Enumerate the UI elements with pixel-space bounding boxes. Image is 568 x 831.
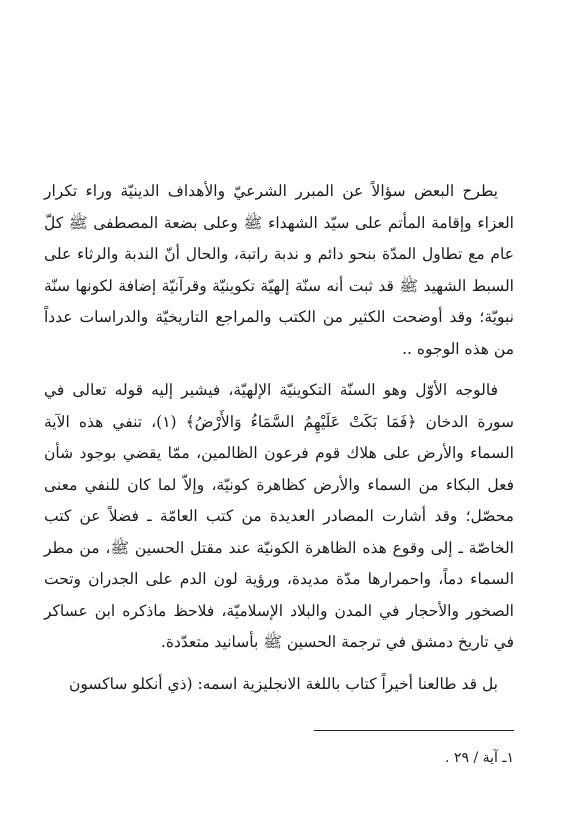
footnote: ١ـ آية / ٢٩ . <box>445 750 514 766</box>
paragraph-3: بل قد طالعنا أخيراً كتاب باللغة الانجليزية اسمه: (ذي أنكلو ساكسون <box>69 674 498 693</box>
paragraph-1: يطرح البعض سؤالاً عن المبرر الشرعيّ والأهداف الدينيّة وراء تكرار العزاء وإقامة المأتم على سيّد الشهداء ﷺ وعلى بضعة المصطفى ﷺ كلّ عام مع تطاول المدّة بنحو دائم و ندبة راتبة، والحال أنّ الندبة والرثاء على السبط الشهيد ﷺ قد ثبت أنه سنّة إلهيّة تكوينيّة وقرآنيّة إضافة لكونها سنّة نبويّة؛ وقد أوضحت الكثير من الكتب والمراجع التاريخيّة والدراسات عدداً من هذه الوجوه .. <box>44 182 514 358</box>
page-body <box>44 176 514 700</box>
footnote-divider <box>314 730 514 731</box>
paragraph-2: فالوجه الأوّل وهو السنّة التكوينيّة الإلهيّة، فيشير إليه قوله تعالى في سورة الدخان ﴿فَمَا بَكَتْ عَلَيْهِمُ السَّمَاءُ وَالأَرْضُ﴾ (١)، تنفي هذه الآية السماء والأرض على هلاك قوم فرعون الظالمين، ممّا يقضي بوجود شأن فعل البكاء من السماء والأرض كظاهرة كونيّة، وإلاّ لما كان للنفي معنى محصّل؛ وقد أشارت المصادر العديدة من كتب العامّة ـ فضلاً عن كتب الخاصّة ـ إلى وقوع هذه الظاهرة الكونيّة عند مقتل الحسين ﷺ، من مطر السماء دماً، واحمرارها مدّة مديدة، ورؤية لون الدم على الجدران وتحت الصخور والأحجار في المدن والبلاد الإسلاميّة، فلاحظ ماذكره ابن عساكر في تاريخ دمشق في ترجمة الحسين ﷺ بأسانيد متعدّدة. <box>44 381 514 651</box>
